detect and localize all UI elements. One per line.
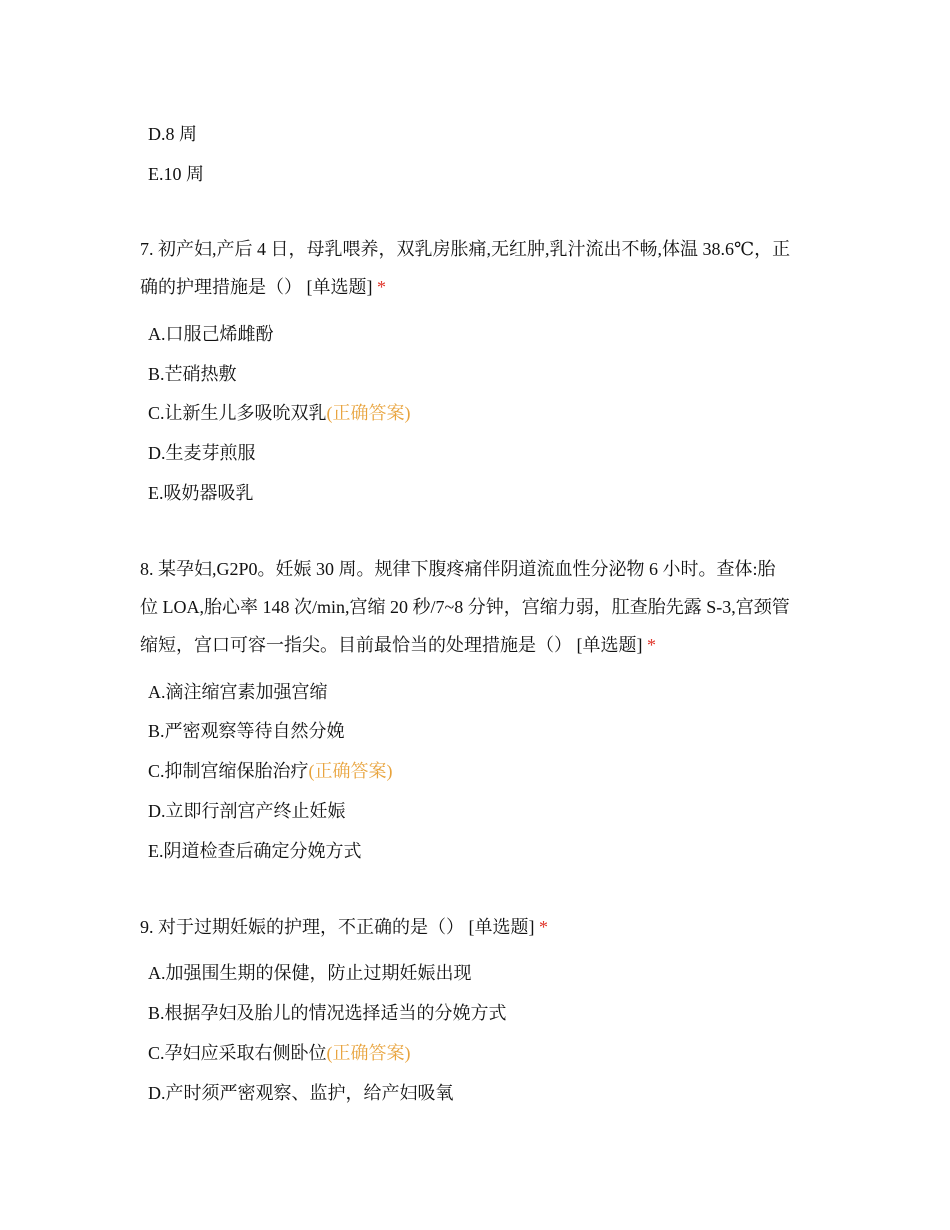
option-label: C.抑制宫缩保胎治疗 (148, 761, 309, 781)
option-q7-b (148, 362, 237, 386)
option-label: D.生麦芽煎服 (148, 443, 256, 463)
option-q8-b (148, 719, 345, 743)
option-label: E.10 周 (148, 164, 204, 184)
option-q9-b (148, 1001, 507, 1025)
option-q6-d (148, 122, 197, 146)
option-label: D.8 周 (148, 124, 197, 144)
question-8 (140, 550, 812, 664)
option-label: D.立即行剖宫产终止妊娠 (148, 801, 346, 821)
question-text: 缩短，宫口可容一指尖。目前最恰当的处理措施是（） [单选题] (140, 635, 643, 655)
option-label: E.吸奶器吸乳 (148, 483, 254, 503)
option-q7-c (148, 401, 411, 425)
option-q6-e (148, 162, 204, 186)
option-q8-a (148, 680, 328, 704)
question-text-line (140, 626, 812, 664)
question-text: 9. 对于过期妊娠的护理，不正确的是（） [单选题] (140, 917, 535, 937)
option-label: A.加强围生期的保健，防止过期妊娠出现 (148, 963, 472, 983)
option-label: C.让新生儿多吸吮双乳 (148, 403, 327, 423)
option-q9-d (148, 1081, 454, 1105)
question-text-line: 8. 某孕妇,G2P0。妊娠 30 周。规律下腹疼痛伴阴道流血性分泌物 6 小时。查体:胎 (140, 559, 776, 579)
option-label: A.口服己烯雌酚 (148, 324, 274, 344)
option-label: C.孕妇应采取右侧卧位 (148, 1043, 327, 1063)
option-label: A.滴注缩宫素加强宫缩 (148, 682, 328, 702)
option-q9-a (148, 961, 472, 985)
option-q7-a (148, 322, 274, 346)
option-q7-e (148, 481, 254, 505)
correct-answer-tag: (正确答案) (308, 761, 393, 781)
required-mark: * (539, 917, 548, 937)
option-q8-c (148, 759, 393, 783)
required-mark: * (647, 635, 656, 655)
option-label: B.芒硝热敷 (148, 364, 237, 384)
option-q9-c (148, 1041, 411, 1065)
option-label: B.严密观察等待自然分娩 (148, 721, 345, 741)
question-9 (140, 908, 812, 946)
option-label: B.根据孕妇及胎儿的情况选择适当的分娩方式 (148, 1003, 507, 1023)
correct-answer-tag: (正确答案) (326, 1043, 411, 1063)
option-q8-d (148, 799, 346, 823)
required-mark: * (377, 277, 386, 297)
question-text-line (140, 908, 812, 946)
question-7 (140, 230, 812, 306)
question-text-line: 位 LOA,胎心率 148 次/min,宫缩 20 秒/7~8 分钟，宫缩力弱，肛查胎先露 S-3,宫颈管 (140, 597, 790, 617)
question-text-line: 7. 初产妇,产后 4 日，母乳喂养，双乳房胀痛,无红肿,乳汁流出不畅,体温 38.6℃，正 (140, 239, 791, 259)
option-label: D.产时须严密观察、监护，给产妇吸氧 (148, 1083, 454, 1103)
option-q8-e (148, 839, 362, 863)
correct-answer-tag: (正确答案) (326, 403, 411, 423)
question-text-line (140, 268, 812, 306)
question-text: 确的护理措施是（） [单选题] (140, 277, 373, 297)
option-q7-d (148, 441, 256, 465)
option-label: E.阴道检查后确定分娩方式 (148, 841, 362, 861)
